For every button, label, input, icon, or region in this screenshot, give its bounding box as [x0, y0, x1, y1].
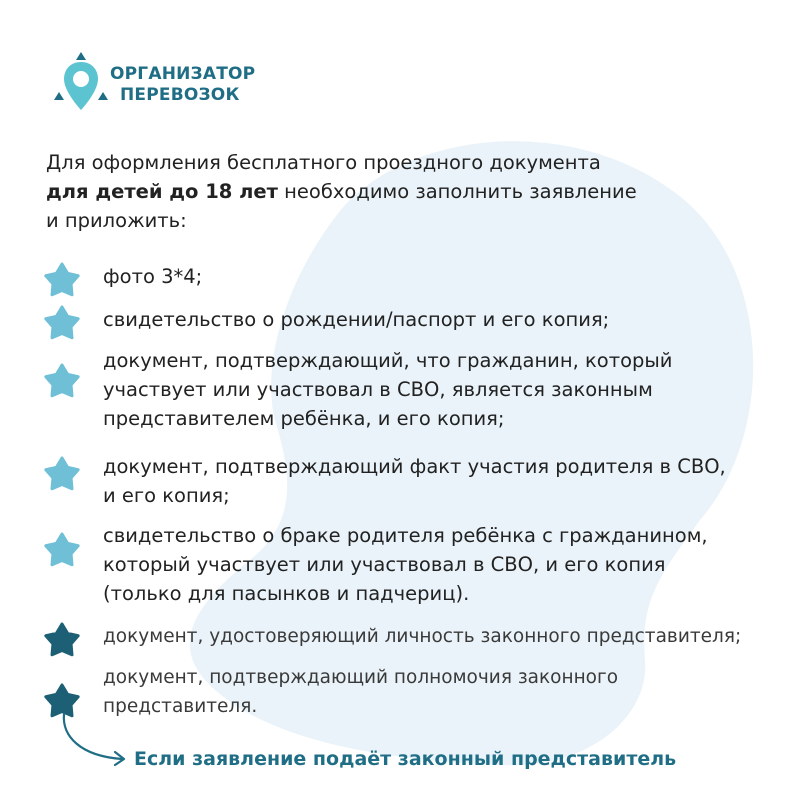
intro-line-3: и приложить: — [46, 209, 187, 232]
brand-logo — [50, 50, 260, 122]
list-item-text — [103, 305, 773, 334]
list-item-line: представителя. — [103, 696, 258, 717]
logo-line-2: ПЕРЕВОЗОК — [120, 85, 240, 105]
list-item-line: (только для пасынков и падчериц). — [103, 582, 470, 605]
list-item-line: и его копия; — [103, 484, 230, 507]
list-item-text — [103, 262, 773, 291]
curved-arrow-icon — [60, 712, 140, 772]
footer-note: Если заявление подаёт законный представитель — [134, 748, 677, 770]
list-item-line: свидетельство о браке родителя ребёнка с гражданином, — [103, 524, 708, 547]
list-item-text — [103, 521, 773, 608]
star-icon — [44, 363, 80, 399]
star-icon — [44, 305, 80, 341]
list-item-line: участвует или участвовал в СВО, является законным — [103, 378, 653, 401]
list-item-text — [103, 622, 773, 651]
star-icon — [44, 262, 80, 298]
intro-line-2-rest: необходимо заполнить заявление — [277, 180, 637, 203]
list-item-text — [103, 346, 773, 433]
star-icon — [44, 532, 80, 568]
intro-line-1: Для оформления бесплатного проездного документа — [46, 151, 601, 174]
list-item-text — [103, 452, 773, 510]
list-item-line: документ, подтверждающий полномочия законного — [103, 667, 619, 688]
intro-bold: для детей до 18 лет — [46, 180, 278, 203]
star-icon — [44, 622, 80, 658]
list-item-line: представителем ребёнка, и его копия; — [103, 407, 505, 430]
list-item-line: фото 3*4; — [103, 265, 203, 288]
list-item-line: свидетельство о рождении/паспорт и его копия; — [103, 308, 610, 331]
logo-line-1: ОРГАНИЗАТОР — [110, 64, 256, 84]
intro-text — [46, 148, 686, 235]
list-item-line: документ, подтверждающий, что гражданин, который — [103, 349, 673, 372]
star-icon — [44, 456, 80, 492]
list-item-line: который участвует или участвовал в СВО, и его копия — [103, 553, 666, 576]
list-item-line: документ, удостоверяющий личность законного представителя; — [103, 626, 742, 647]
list-item-line: документ, подтверждающий факт участия родителя в СВО, — [103, 455, 726, 478]
map-pin-triangles-logo-icon — [50, 50, 110, 122]
list-item-text — [103, 663, 773, 721]
intro-line-2 — [46, 177, 686, 206]
